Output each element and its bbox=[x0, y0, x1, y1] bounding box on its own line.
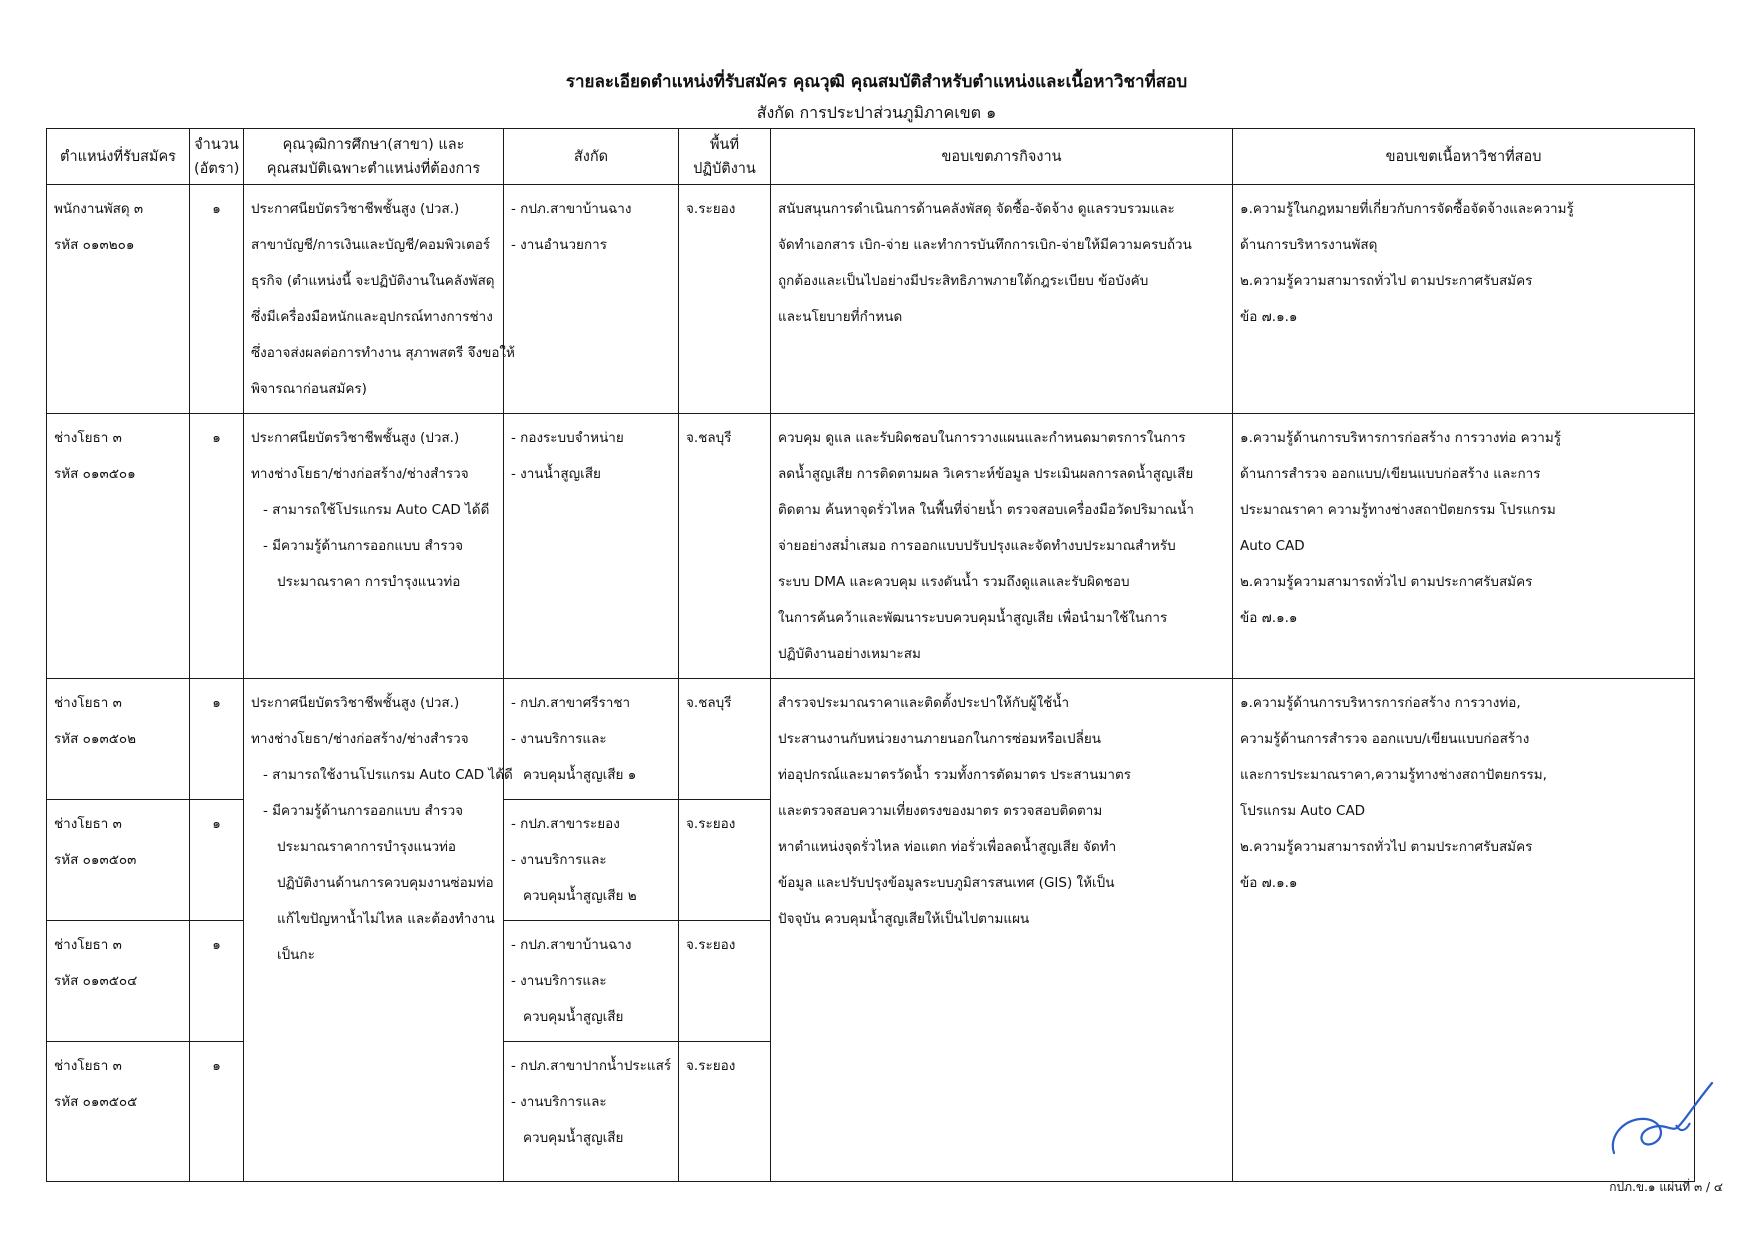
qualification-cell: ประกาศนียบัตรวิชาชีพชั้นสูง (ปวส.) ทางช่างโยธา/ช่างก่อสร้าง/ช่างสำรวจ - สามารถใช้งานโปรแกรม Auto CAD ได้ดี - มีความรู้ด้านการออกแบบ สำรวจ ประมาณราคาการบำรุงแนวท่อ ปฏิบัติงานด้านการควบคุมงานซ่อมท่อ แก้ไขปัญหาน้ำไม่ไหล และต้องทำงาน เป็นกะ bbox=[244, 679, 504, 1182]
area-cell: จ.ชลบุรี bbox=[679, 414, 771, 679]
page-footer: กปภ.ข.๑ แผ่นที่ ๓ / ๔ bbox=[1609, 1180, 1723, 1194]
position-cell: พนักงานพัสดุ ๓ รหัส ๐๑๓๒๐๑ bbox=[47, 185, 190, 414]
exam-cell: ๑.ความรู้ด้านการบริหารการก่อสร้าง การวางท่อ, ความรู้ด้านการสำรวจ ออกแบบ/เขียนแบบก่อสร้าง และการประมาณราคา,ความรู้ทางช่างสถาปัตยกรรม, โปรแกรม Auto CAD ๒.ความรู้ความสามารถทั่วไป ตามประกาศรับสมัคร ข้อ ๗.๑.๑ bbox=[1233, 679, 1695, 1182]
table-row bbox=[47, 679, 1695, 800]
header-area: พื้นที่ ปฏิบัติงาน bbox=[679, 129, 771, 185]
unit-cell: - กองระบบจำหน่าย - งานน้ำสูญเสีย bbox=[504, 414, 679, 679]
area-cell: จ.ระยอง bbox=[679, 921, 771, 1042]
table-row bbox=[47, 185, 1695, 414]
header-qualification: คุณวุฒิการศึกษา(สาขา) และ คุณสมบัติเฉพาะตำแหน่งที่ต้องการ bbox=[244, 129, 504, 185]
unit-cell: - กปภ.สาขาระยอง - งานบริการและ ควบคุมน้ำสูญเสีย ๒ bbox=[504, 800, 679, 921]
area-cell: จ.ระยอง bbox=[679, 185, 771, 414]
duties-cell: สำรวจประมาณราคาและติดตั้งประปาให้กับผู้ใช้น้ำ ประสานงานกับหน่วยงานภายนอกในการซ่อมหรือเปลี่ยน ท่ออุปกรณ์และมาตรวัดน้ำ รวมทั้งการตัดมาตร ประสานมาตร และตรวจสอบความเที่ยงตรงของมาตร ตรวจสอบติดตาม หาตำแหน่งจุดรั่วไหล ท่อแตก ท่อรั่วเพื่อลดน้ำสูญเสีย จัดทำ ข้อมูล และปรับปรุงข้อมูลระบบภูมิสารสนเทศ (GIS) ให้เป็น ปัจจุบัน ควบคุมน้ำสูญเสียให้เป็นไปตามแผน bbox=[771, 679, 1233, 1182]
unit-cell: - กปภ.สาขาบ้านฉาง - งานอำนวยการ bbox=[504, 185, 679, 414]
unit-cell: - กปภ.สาขาปากน้ำประแสร์ - งานบริการและ ควบคุมน้ำสูญเสีย bbox=[504, 1042, 679, 1182]
header-position: ตำแหน่งที่รับสมัคร bbox=[47, 129, 190, 185]
position-cell: ช่างโยธา ๓ รหัส ๐๑๓๕๐๑ bbox=[47, 414, 190, 679]
table-header-row bbox=[47, 129, 1695, 185]
count-cell: ๑ bbox=[190, 679, 244, 800]
duties-cell: ควบคุม ดูแล และรับผิดชอบในการวางแผนและกำหนดมาตรการในการ ลดน้ำสูญเสีย การติดตามผล วิเคราะห์ข้อมูล ประเมินผลการลดน้ำสูญเสีย ติดตาม ค้นหาจุดรั่วไหล ในพื้นที่จ่ายน้ำ ตรวจสอบเครื่องมือวัดปริมาณน้ำ จ่ายอย่างสม่ำเสมอ การออกแบบปรับปรุงและจัดทำงบประมาณสำหรับ ระบบ DMA และควบคุม แรงดันน้ำ รวมถึงดูแลและรับผิดชอบ ในการค้นคว้าและพัฒนาระบบควบคุมน้ำสูญเสีย เพื่อนำมาใช้ในการ ปฏิบัติงานอย่างเหมาะสม bbox=[771, 414, 1233, 679]
count-cell: ๑ bbox=[190, 414, 244, 679]
area-cell: จ.ชลบุรี bbox=[679, 679, 771, 800]
document-title: รายละเอียดตำแหน่งที่รับสมัคร คุณวุฒิ คุณสมบัติสำหรับตำแหน่งและเนื้อหาวิชาที่สอบ bbox=[565, 72, 1188, 92]
position-cell: ช่างโยธา ๓ รหัส ๐๑๓๕๐๔ bbox=[47, 921, 190, 1042]
qualification-cell: ประกาศนียบัตรวิชาชีพชั้นสูง (ปวส.) สาขาบัญชี/การเงินและบัญชี/คอมพิวเตอร์ ธุรกิจ (ตำแหน่งนี้ จะปฏิบัติงานในคลังพัสดุ ซึ่งมีเครื่องมือหนักและอุปกรณ์ทางการช่าง ซึ่งอาจส่งผลต่อการทำงาน สุภาพสตรี จึงขอให้ พิจารณาก่อนสมัคร) bbox=[244, 185, 504, 414]
qualification-cell: ประกาศนียบัตรวิชาชีพชั้นสูง (ปวส.) ทางช่างโยธา/ช่างก่อสร้าง/ช่างสำรวจ - สามารถใช้โปรแกรม Auto CAD ได้ดี - มีความรู้ด้านการออกแบบ สำรวจ ประมาณราคา การบำรุงแนวท่อ bbox=[244, 414, 504, 679]
exam-cell: ๑.ความรู้ด้านการบริหารการก่อสร้าง การวางท่อ ความรู้ ด้านการสำรวจ ออกแบบ/เขียนแบบก่อสร้าง และการ ประมาณราคา ความรู้ทางช่างสถาปัตยกรรม โปรแกรม Auto CAD ๒.ความรู้ความสามารถทั่วไป ตามประกาศรับสมัคร ข้อ ๗.๑.๑ bbox=[1233, 414, 1695, 679]
count-cell: ๑ bbox=[190, 185, 244, 414]
signature-mark bbox=[1608, 1075, 1718, 1165]
area-cell: จ.ระยอง bbox=[679, 800, 771, 921]
unit-cell: - กปภ.สาขาศรีราชา - งานบริการและ ควบคุมน้ำสูญเสีย ๑ bbox=[504, 679, 679, 800]
unit-cell: - กปภ.สาขาบ้านฉาง - งานบริการและ ควบคุมน้ำสูญเสีย bbox=[504, 921, 679, 1042]
count-cell: ๑ bbox=[190, 1042, 244, 1182]
header-unit: สังกัด bbox=[504, 129, 679, 185]
position-cell: ช่างโยธา ๓ รหัส ๐๑๓๕๐๒ bbox=[47, 679, 190, 800]
duties-cell: สนับสนุนการดำเนินการด้านคลังพัสดุ จัดซื้อ-จัดจ้าง ดูแลรวบรวมและ จัดทำเอกสาร เบิก-จ่าย และทำการบันทึกการเบิก-จ่ายให้มีความครบถ้วน ถูกต้องและเป็นไปอย่างมีประสิทธิภาพภายใต้กฎระเบียบ ข้อบังคับ และนโยบายที่กำหนด bbox=[771, 185, 1233, 414]
exam-cell: ๑.ความรู้ในกฎหมายที่เกี่ยวกับการจัดซื้อจัดจ้างและความรู้ ด้านการบริหารงานพัสดุ ๒.ความรู้ความสามารถทั่วไป ตามประกาศรับสมัคร ข้อ ๗.๑.๑ bbox=[1233, 185, 1695, 414]
area-cell: จ.ระยอง bbox=[679, 1042, 771, 1182]
position-cell: ช่างโยธา ๓ รหัส ๐๑๓๕๐๓ bbox=[47, 800, 190, 921]
table-row bbox=[47, 414, 1695, 679]
count-cell: ๑ bbox=[190, 921, 244, 1042]
position-cell: ช่างโยธา ๓ รหัส ๐๑๓๕๐๕ bbox=[47, 1042, 190, 1182]
header-duties: ขอบเขตภารกิจงาน bbox=[771, 129, 1233, 185]
positions-table bbox=[46, 128, 1695, 1182]
document-subtitle: สังกัด การประปาส่วนภูมิภาคเขต ๑ bbox=[756, 103, 997, 122]
header-exam: ขอบเขตเนื้อหาวิชาที่สอบ bbox=[1233, 129, 1695, 185]
header-count: จำนวน (อัตรา) bbox=[190, 129, 244, 185]
count-cell: ๑ bbox=[190, 800, 244, 921]
